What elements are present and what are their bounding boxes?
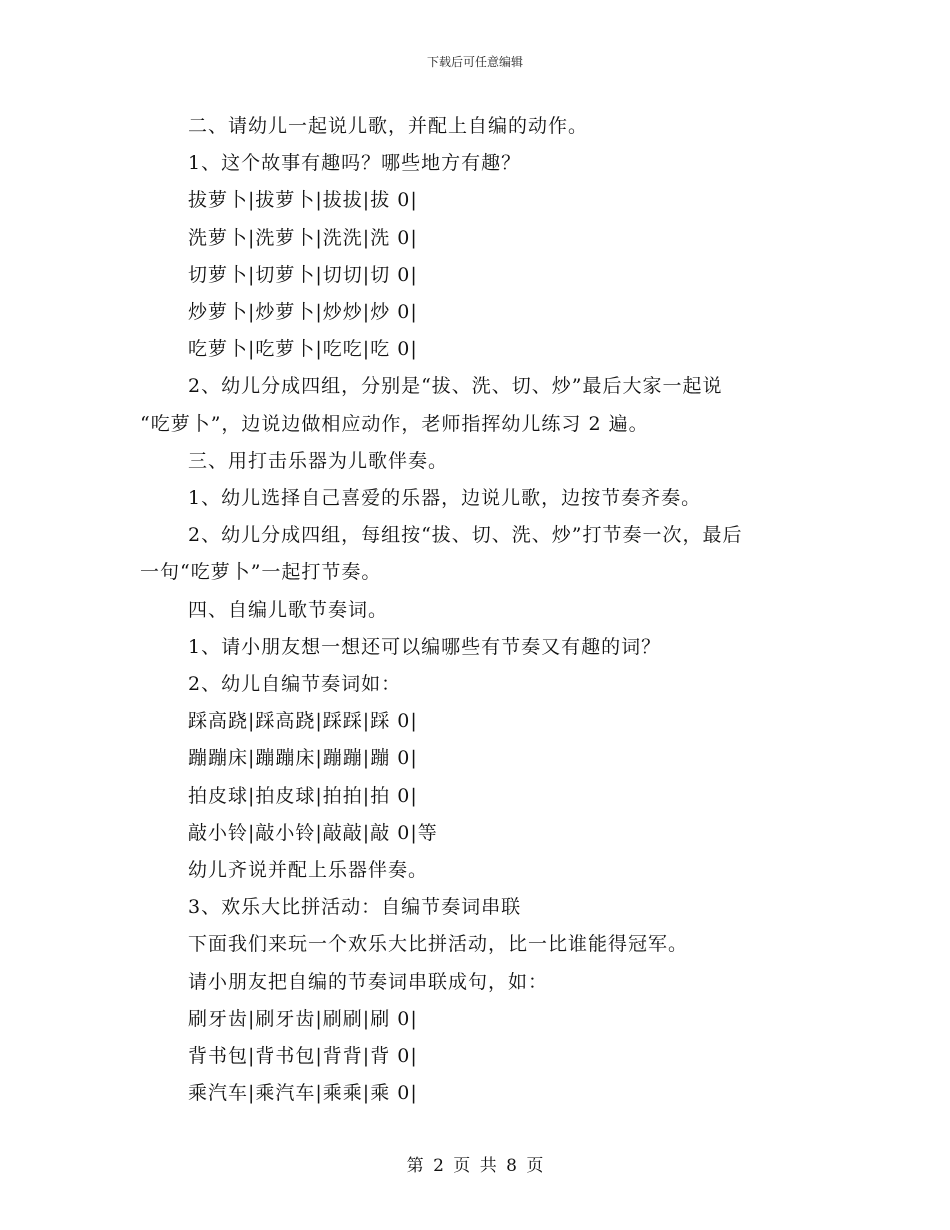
text-line: 四、自编儿歌节奏词。 <box>188 598 389 621</box>
text-line: 切萝卜|切萝卜|切切|切 0| <box>188 263 418 286</box>
text-line: 拔萝卜|拔萝卜|拔拔|拔 0| <box>188 189 418 212</box>
text-line: 三、用打击乐器为儿歌伴奏。 <box>188 449 449 472</box>
text-line: 吃萝卜|吃萝卜|吃吃|吃 0| <box>188 338 418 361</box>
text-line: 乘汽车|乘汽车|乘乘|乘 0| <box>188 1082 418 1105</box>
page-header: 下载后可任意编辑 <box>426 55 523 69</box>
text-line: 1、这个故事有趣吗？哪些地方有趣？ <box>188 152 522 175</box>
text-line: 炒萝卜|炒萝卜|炒炒|炒 0| <box>188 301 418 324</box>
text-line: 洗萝卜|洗萝卜|洗洗|洗 0| <box>188 226 418 249</box>
text-line: 2、幼儿分成四组，每组按“拔、切、洗、炒”打节奏一次，最后 <box>188 524 743 547</box>
text-line: 3、欢乐大比拼活动：自编节奏词串联 <box>188 896 522 919</box>
text-line: 2、幼儿自编节奏词如： <box>188 673 402 696</box>
page-footer: 第 2 页 共 8 页 <box>406 1156 544 1176</box>
text-line: “吃萝卜”，边说边做相应动作，老师指挥幼儿练习 2 遍。 <box>140 412 649 435</box>
document-body <box>140 108 810 1112</box>
text-line: 二、请幼儿一起说儿歌，并配上自编的动作。 <box>188 115 589 137</box>
text-line: 拍皮球|拍皮球|拍拍|拍 0| <box>188 784 418 807</box>
text-line: 踩高跷|踩高跷|踩踩|踩 0| <box>188 710 418 733</box>
text-line: 1、请小朋友想一想还可以编哪些有节奏又有趣的词？ <box>188 635 662 658</box>
text-line: 幼儿齐说并配上乐器伴奏。 <box>188 859 429 882</box>
text-line: 请小朋友把自编的节奏词串联成句，如： <box>188 970 549 993</box>
text-line: 蹦蹦床|蹦蹦床|蹦蹦|蹦 0| <box>188 747 418 770</box>
text-line: 一句“吃萝卜”一起打节奏。 <box>140 561 382 584</box>
text-line: 下面我们来玩一个欢乐大比拼活动，比一比谁能得冠军。 <box>188 933 689 956</box>
text-line: 1、幼儿选择自己喜爱的乐器，边说儿歌，边按节奏齐奏。 <box>188 487 702 510</box>
text-line: 刷牙齿|刷牙齿|刷刷|刷 0| <box>188 1007 418 1030</box>
text-line: 敲小铃|敲小铃|敲敲|敲 0|等 <box>188 821 438 844</box>
text-line: 背书包|背书包|背背|背 0| <box>188 1045 418 1068</box>
text-line: 2、幼儿分成四组，分别是“拔、洗、切、炒”最后大家一起说 <box>188 375 723 398</box>
